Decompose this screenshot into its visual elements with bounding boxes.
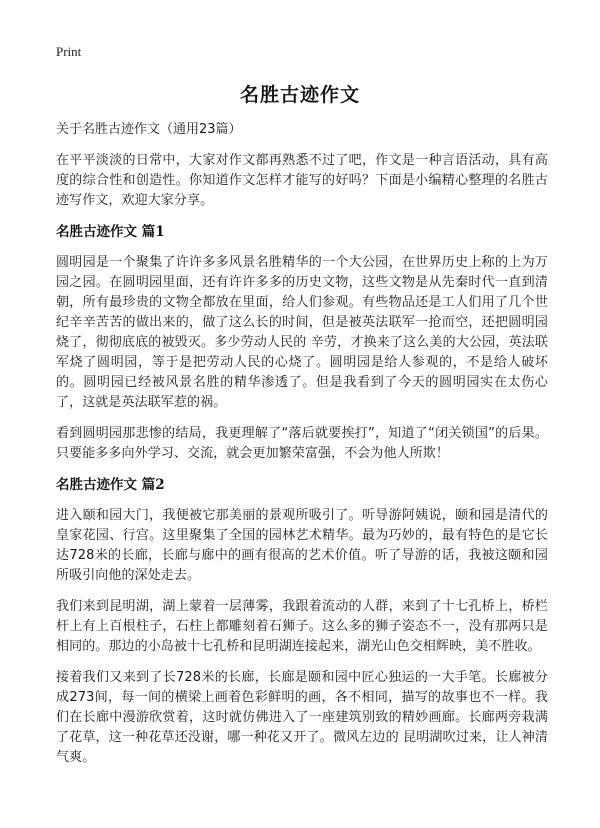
document-title: 名胜古迹作文 — [239, 84, 360, 106]
section-paragraph: 进入颐和园大门，我便被它那美丽的景观所吸引了。听导游阿姨说，颐和园是清代的皇家花园、行宫。这里聚集了全国的园林艺术精华。最为巧妙的，最有特色的是它长达728米的长廊，长廊与廊中的画有很高的艺术价值。听了导游的话，我被这颐和园所吸引向他的深处走去。 — [56, 508, 548, 583]
section-2 — [56, 475, 548, 768]
section-heading: 名胜古迹作文 篇2 — [56, 477, 165, 493]
print-link[interactable]: Print — [56, 44, 82, 59]
document-body — [56, 120, 548, 779]
section-paragraph: 接着我们又来到了长728米的长廊，长廊是颐和园中匠心独运的一大手笔。长廊被分成273间，每一间的横梁上画着色彩鲜明的画，各不相同，描写的故事也不一样。我们在长廊中漫游欣赏着，这时就仿佛进入了一座建筑别致的精妙画廊。长廊两旁栽满了花草，这一种花草还没谢，哪一种花又开了。微风左边的 昆明湖吹过来，让人神清气爽。 — [56, 670, 548, 765]
section-heading: 名胜古迹作文 篇1 — [56, 224, 165, 240]
intro-subtitle: 关于名胜古迹作文（通用23篇） — [56, 122, 242, 137]
section-1 — [56, 222, 548, 464]
section-paragraph: 圆明园是一个聚集了许许多多风景名胜精华的一个大公园，在世界历史上称的上为万园之园。在圆明园里面，还有许许多多的历史文物，这些文物是从先秦时代一直到清朝，所有最珍贵的文物全都放在里面，给人们参观。有些物品还是工人们用了几个世纪辛辛苦苦的做出来的，做了这么长的时间，但是被英法联军一抢而空，还把圆明园烧了，彻彻底底的被毁灭。多少劳动人民的 辛劳，才换来了这么美的大公园，英法联军烧了圆明园，等于是把劳动人民的心烧了。圆明园是给人参观的，不是给人破坏的。圆明园已经被风景名胜的精华渗透了。但是我看到了今天的圆明园实在太伤心了，这就是英法联军惹的祸。 — [56, 255, 548, 410]
intro-paragraph: 在平平淡淡的日常中，大家对作文都再熟悉不过了吧，作文是一种言语活动，具有高度的综合性和创造性。你知道作文怎样才能写的好吗？下面是小编精心整理的名胜古迹写作文，欢迎大家分享。 — [56, 153, 548, 208]
section-paragraph: 我们来到昆明湖，湖上蒙着一层薄雾，我跟着流动的人群，来到了十七孔桥上，桥栏杆上有上百根柱子，石柱上都雕刻着石狮子。这么多的狮子姿态不一，没有那两只是相同的。那边的小岛被十七孔桥和昆明湖连接起来，湖光山色交相辉映，美不胜收。 — [56, 599, 548, 654]
section-paragraph: 看到圆明园那悲惨的结局，我更理解了“落后就要挨打”，知道了“闭关锁国”的后果。只要能多多向外学习、交流，就会更加繁荣富强，不会为他人所欺！ — [56, 426, 548, 461]
